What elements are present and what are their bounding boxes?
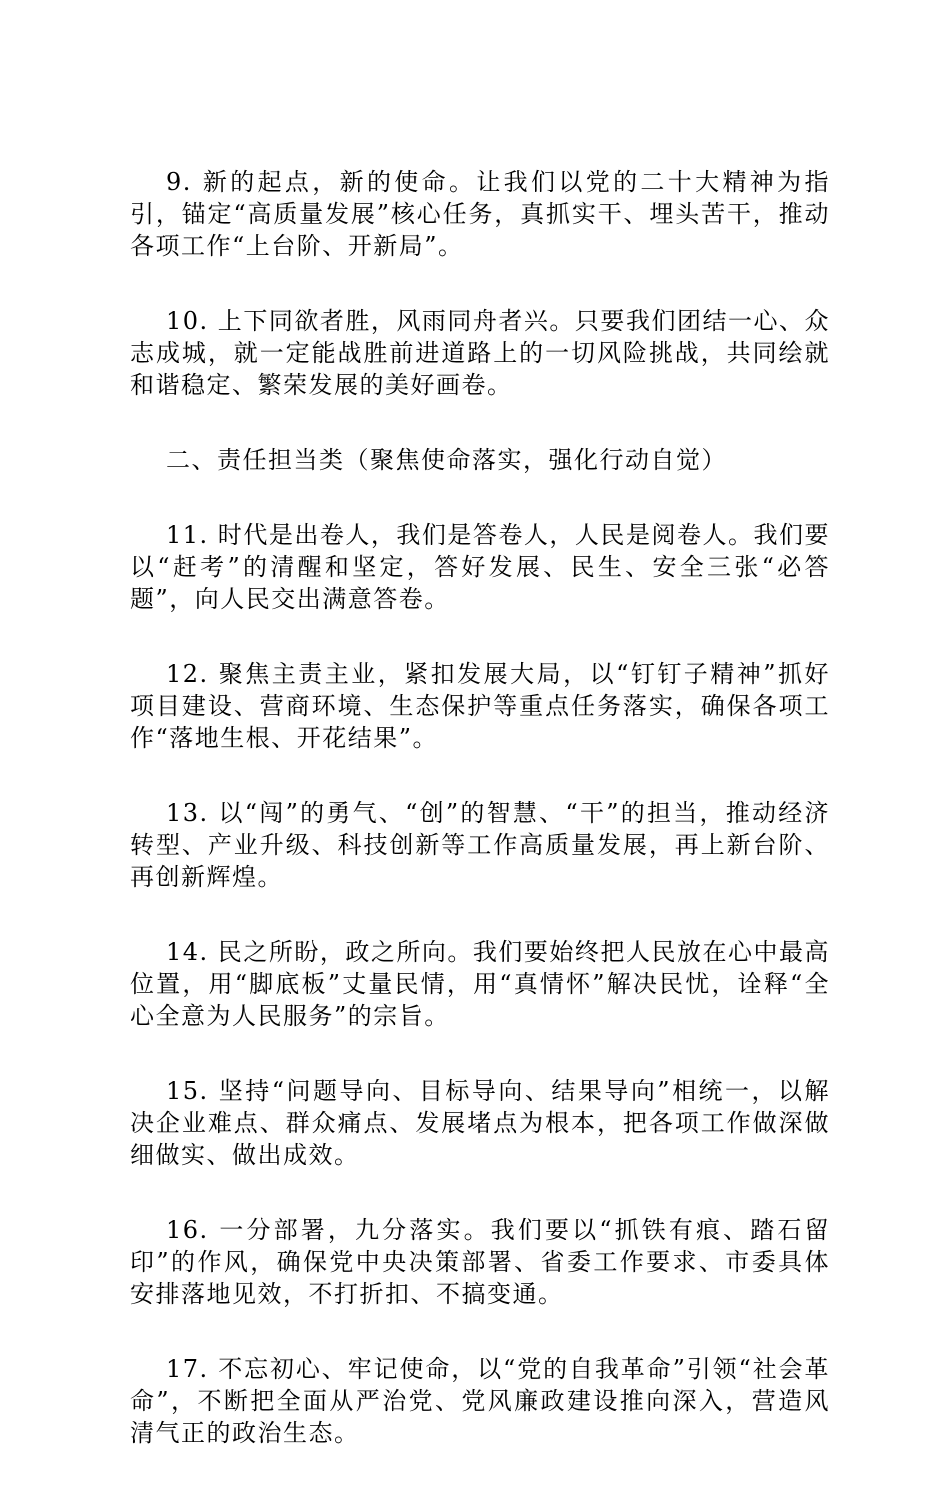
paragraph-11: 11. 时代是出卷人，我们是答卷人，人民是阅卷人。我们要以“赶考”的清醒和坚定，答好发展、民生、安全三张“必答题”，向人民交出满意答卷。 bbox=[130, 521, 830, 613]
paragraph-14: 14. 民之所盼，政之所向。我们要始终把人民放在心中最高位置，用“脚底板”丈量民情，用“真情怀”解决民忧，诠释“全心全意为人民服务”的宗旨。 bbox=[130, 938, 830, 1030]
section-heading: 二、责任担当类（聚焦使命落实，强化行动自觉） bbox=[166, 446, 727, 474]
paragraph-12: 12. 聚焦主责主业，紧扣发展大局，以“钉钉子精神”抓好项目建设、营商环境、生态保护等重点任务落实，确保各项工作“落地生根、开花结果”。 bbox=[130, 660, 830, 752]
paragraph-10: 10. 上下同欲者胜，风雨同舟者兴。只要我们团结一心、众志成城，就一定能战胜前进道路上的一切风险挑战，共同绘就和谐稳定、繁荣发展的美好画卷。 bbox=[130, 307, 830, 399]
paragraph-13: 13. 以“闯”的勇气、“创”的智慧、“干”的担当，推动经济转型、产业升级、科技创新等工作高质量发展，再上新台阶、再创新辉煌。 bbox=[130, 799, 830, 891]
paragraph-16: 16. 一分部署，九分落实。我们要以“抓铁有痕、踏石留印”的作风，确保党中央决策部署、省委工作要求、市委具体安排落地见效，不打折扣、不搞变通。 bbox=[130, 1216, 830, 1308]
paragraph-17: 17. 不忘初心、牢记使命，以“党的自我革命”引领“社会革命”，不断把全面从严治党、党风廉政建设推向深入，营造风清气正的政治生态。 bbox=[130, 1355, 830, 1447]
paragraph-15: 15. 坚持“问题导向、目标导向、结果导向”相统一，以解决企业难点、群众痛点、发展堵点为根本，把各项工作做深做细做实、做出成效。 bbox=[130, 1077, 830, 1169]
document-body bbox=[130, 166, 830, 1492]
paragraph-9: 9. 新的起点，新的使命。让我们以党的二十大精神为指引，锚定“高质量发展”核心任务，真抓实干、埋头苦干，推动各项工作“上台阶、开新局”。 bbox=[130, 168, 830, 260]
